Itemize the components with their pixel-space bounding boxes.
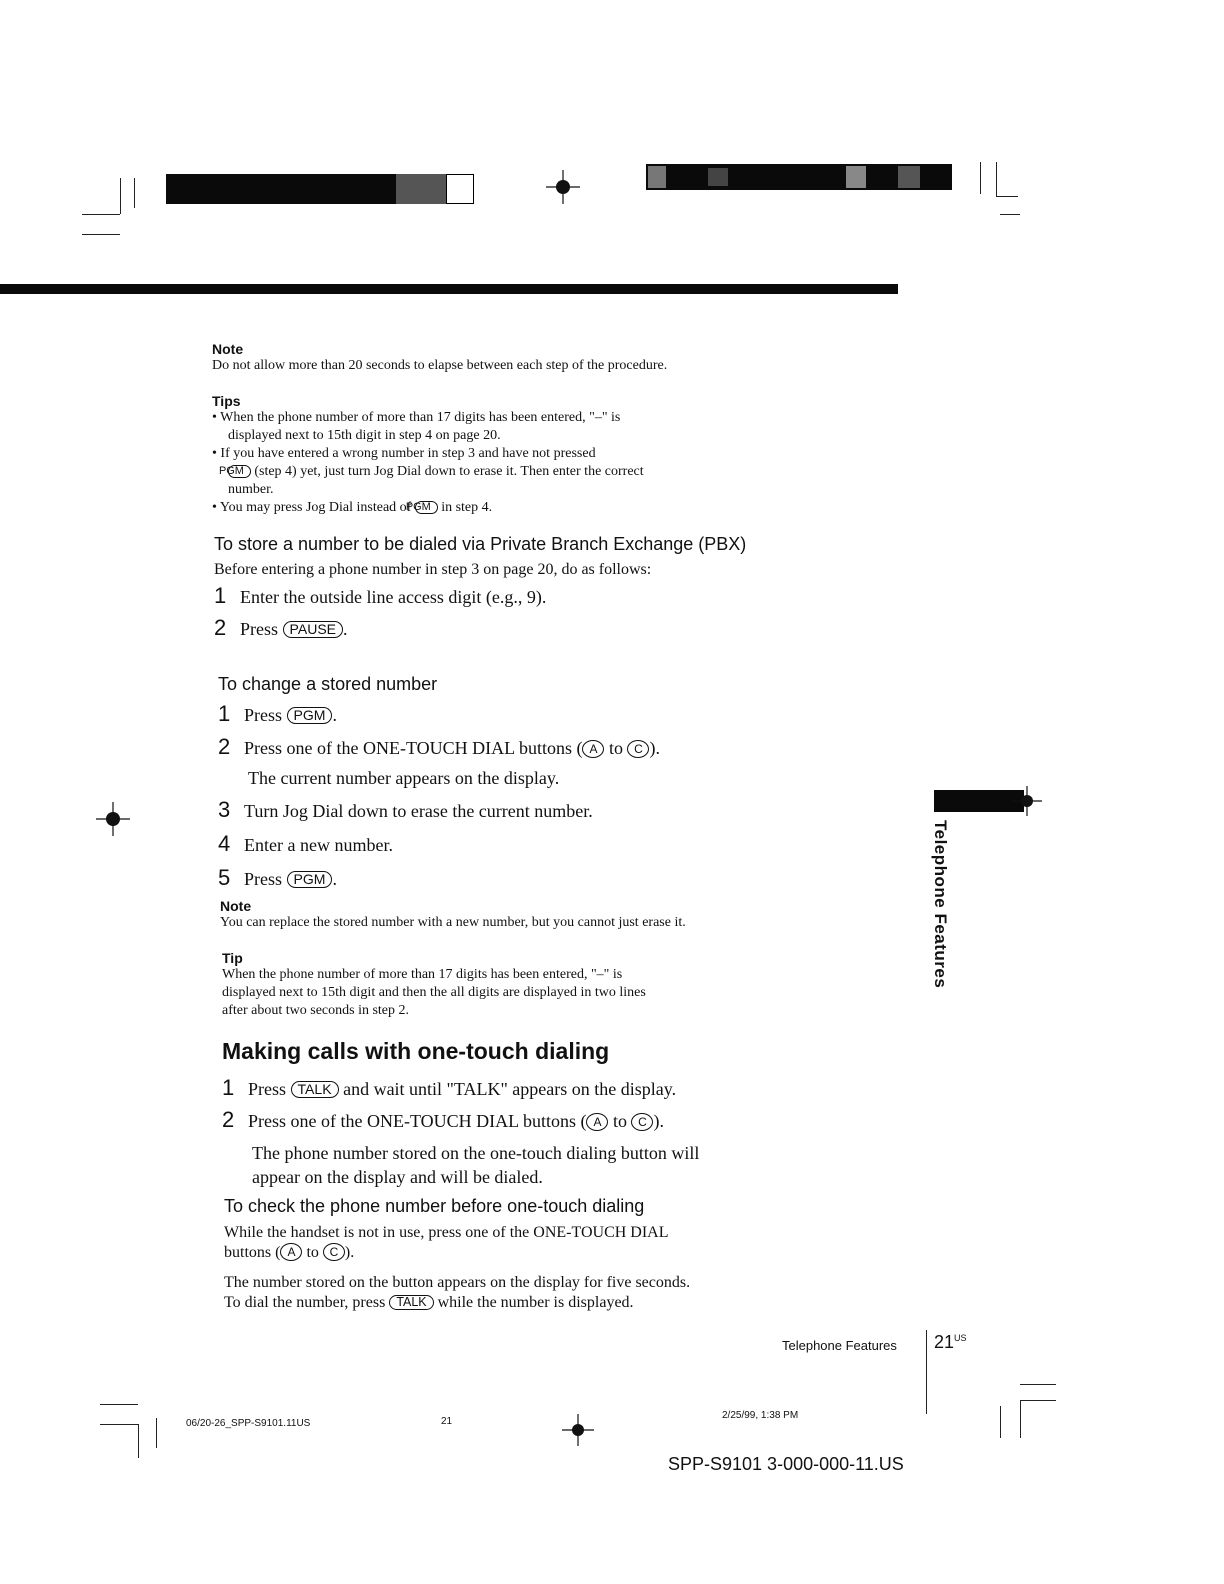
- pbx-step-1: 1 Enter the outside line access digit (e.g., 9).: [214, 583, 547, 608]
- section-heading: Making calls with one-touch dialing: [222, 1038, 610, 1064]
- a-key: A: [586, 1113, 608, 1131]
- change-step-4: 4 Enter a new number.: [218, 831, 393, 856]
- check-heading: To check the phone number before one-touch dialing: [224, 1196, 645, 1216]
- page-number: $21^{US}$: [934, 1332, 967, 1352]
- registration-crosshair-right: [1012, 786, 1042, 816]
- footer-divider: [926, 1330, 927, 1414]
- a-key: A: [582, 740, 604, 758]
- pbx-heading: To store a number to be dialed via Private Branch Exchange (PBX): [214, 534, 747, 554]
- change-step-5: 5 Press PGM .: [218, 865, 337, 890]
- tips-label: Tips: [212, 393, 241, 409]
- change-step-1: 1 Press PGM .: [218, 701, 337, 726]
- top-gray-block-left: [396, 174, 446, 204]
- top-white-box-left: [446, 174, 474, 204]
- talk-key: TALK: [389, 1295, 433, 1310]
- crop-mark-bottom-left: [100, 1404, 160, 1464]
- pgm-key: PGM: [228, 465, 251, 478]
- change-step-2: 2 Press one of the ONE-TOUCH DIAL buttons ( A to C ).: [218, 734, 660, 759]
- note-label: Note: [212, 341, 244, 357]
- check-text-2: The number stored on the button appears on the display for five seconds. To dial the number, press TALK while the number is displayed.: [224, 1274, 691, 1311]
- onetouch-step-2: 2 Press one of the ONE-TOUCH DIAL buttons ( A to C ).: [222, 1107, 664, 1132]
- pgm-key: PGM: [287, 871, 333, 888]
- change-step-3: 3 Turn Jog Dial down to erase the current number.: [218, 797, 593, 822]
- crop-mark-top-right: [980, 162, 1040, 222]
- change-heading: To change a stored number: [218, 674, 438, 694]
- note-text: You can replace the stored number with a new number, but you cannot just erase it.: [220, 915, 686, 930]
- registration-crosshair-top: [546, 170, 580, 204]
- header-rule: [0, 284, 898, 294]
- print-code: SPP-S9101 3-000-000-11.US: [668, 1454, 904, 1474]
- pause-key: PAUSE: [283, 621, 344, 638]
- top-gray-swatch-right-4: [898, 166, 920, 188]
- crop-mark-bottom-right: [1000, 1384, 1060, 1444]
- print-file: 06/20-26_SPP-S9101.11US: [186, 1418, 311, 1429]
- pgm-key: PGM: [287, 707, 333, 724]
- registration-crosshair-left: [96, 802, 130, 836]
- a-key: A: [280, 1243, 302, 1261]
- tip-item: • You may press Jog Dial instead of PGM in step 4.: [212, 500, 493, 515]
- onetouch-step-2-sub: The phone number stored on the one-touch dialing button will appear on the display and will be dialed.: [252, 1143, 700, 1187]
- c-key: C: [631, 1113, 653, 1131]
- tip-item: • When the phone number of more than 17 digits has been entered, "–" is displayed next to 15th digit in step 4 on page 20.: [212, 410, 621, 443]
- top-gray-swatch-right-1: [648, 166, 666, 188]
- tip-text: When the phone number of more than 17 digits has been entered, "–" is displayed next to 15th digit and then the all digits are displayed in two lines after about two seconds in step 2.: [222, 967, 646, 1018]
- pgm-key: PGM: [415, 501, 438, 514]
- top-gray-swatch-right-2: [708, 168, 728, 186]
- footer-section: Telephone Features: [782, 1338, 897, 1353]
- onetouch-step-1: 1 Press TALK and wait until "TALK" appears on the display.: [222, 1075, 677, 1100]
- check-text-1: While the handset is not in use, press one of the ONE-TOUCH DIAL buttons ( A to C ).: [224, 1224, 669, 1261]
- crop-mark-top-left: [82, 178, 122, 238]
- pbx-step-2: 2 Press PAUSE .: [214, 615, 348, 640]
- note-text: Do not allow more than 20 seconds to elapse between each step of the procedure.: [212, 358, 668, 373]
- talk-key: TALK: [291, 1081, 339, 1098]
- top-gray-swatch-right-3: [846, 166, 866, 188]
- note-label: Note: [220, 898, 252, 914]
- c-key: C: [627, 740, 649, 758]
- c-key: C: [323, 1243, 345, 1261]
- pbx-intro: Before entering a phone number in step 3 on page 20, do as follows:: [214, 561, 652, 578]
- side-tab-bar: [934, 790, 1024, 812]
- side-tab-label: Telephone Features: [931, 820, 950, 989]
- print-page: 21: [441, 1416, 453, 1427]
- registration-crosshair-bottom: [562, 1414, 594, 1446]
- tips-list: [212, 409, 812, 517]
- change-step-2-sub: The current number appears on the display.: [248, 768, 560, 788]
- print-date: 2/25/99, 1:38 PM: [722, 1410, 799, 1421]
- tip-label: Tip: [222, 950, 243, 966]
- registration-tick: [134, 178, 135, 208]
- tip-item: • If you have entered a wrong number in step 3 and have not pressed PGM (step 4) yet, just turn Jog Dial down to erase it. Then enter the correct number.: [212, 446, 644, 497]
